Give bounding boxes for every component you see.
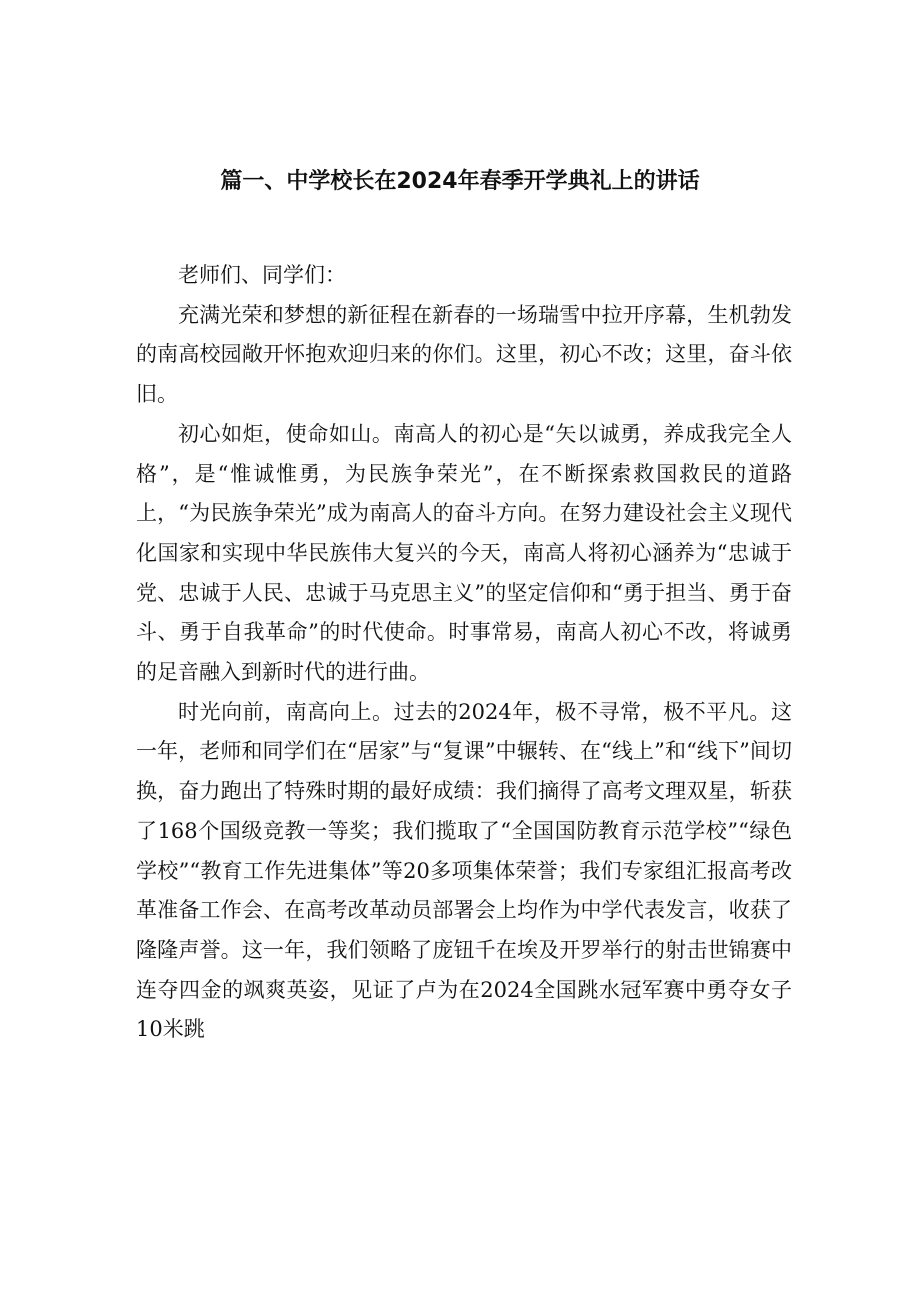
paragraph-2: 初心如炬，使命如山。南高人的初心是“矢以诚勇，养成我完全人格”，是“惟诚惟勇，为民族争荣光”，在不断探索救国救民的道路上，“为民族争荣光”成为南高人的奋斗方向。在努力建设社会主义现代化国家和实现中华民族伟大复兴的今天，南高人将初心涵养为“忠诚于党、忠诚于人民、忠诚于马克思主义”的坚定信仰和“勇于担当、勇于奋斗、勇于自我革命”的时代使命。时事常易，南高人初心不改，将诚勇的足音融入到新时代的进行曲。 [136,421,792,685]
paragraph-1: 充满光荣和梦想的新征程在新春的一场瑞雪中拉开序幕，生机勃发的南高校园敞开怀抱欢迎归来的你们。这里，初心不改；这里，奋斗依旧。 [136,302,792,407]
document-body [136,256,792,1050]
paragraph-3: 时光向前，南高向上。过去的2024年，极不寻常，极不平凡。这一年，老师和同学们在“居家”与“复课”中辗转、在“线上”和“线下”间切换，奋力跑出了特殊时期的最好成绩：我们摘得了高考文理双星，斩获了168个国级竞教一等奖；我们揽取了“全国国防教育示范学校”“绿色学校”“教育工作先进集体”等20多项集体荣誉；我们专家组汇报高考改革准备工作会、在高考改革动员部署会上均作为中学代表发言，收获了隆隆声誉。这一年，我们领略了庞钮千在埃及开罗举行的射击世锦赛中连夺四金的飒爽英姿，见证了卢为在2024全国跳水冠军赛中勇夺女子10米跳 [136,699,792,1042]
greeting-line: 老师们、同学们： [178,263,346,287]
document-title: 篇一、中学校长在2024年春季开学典礼上的讲话 [220,169,700,194]
